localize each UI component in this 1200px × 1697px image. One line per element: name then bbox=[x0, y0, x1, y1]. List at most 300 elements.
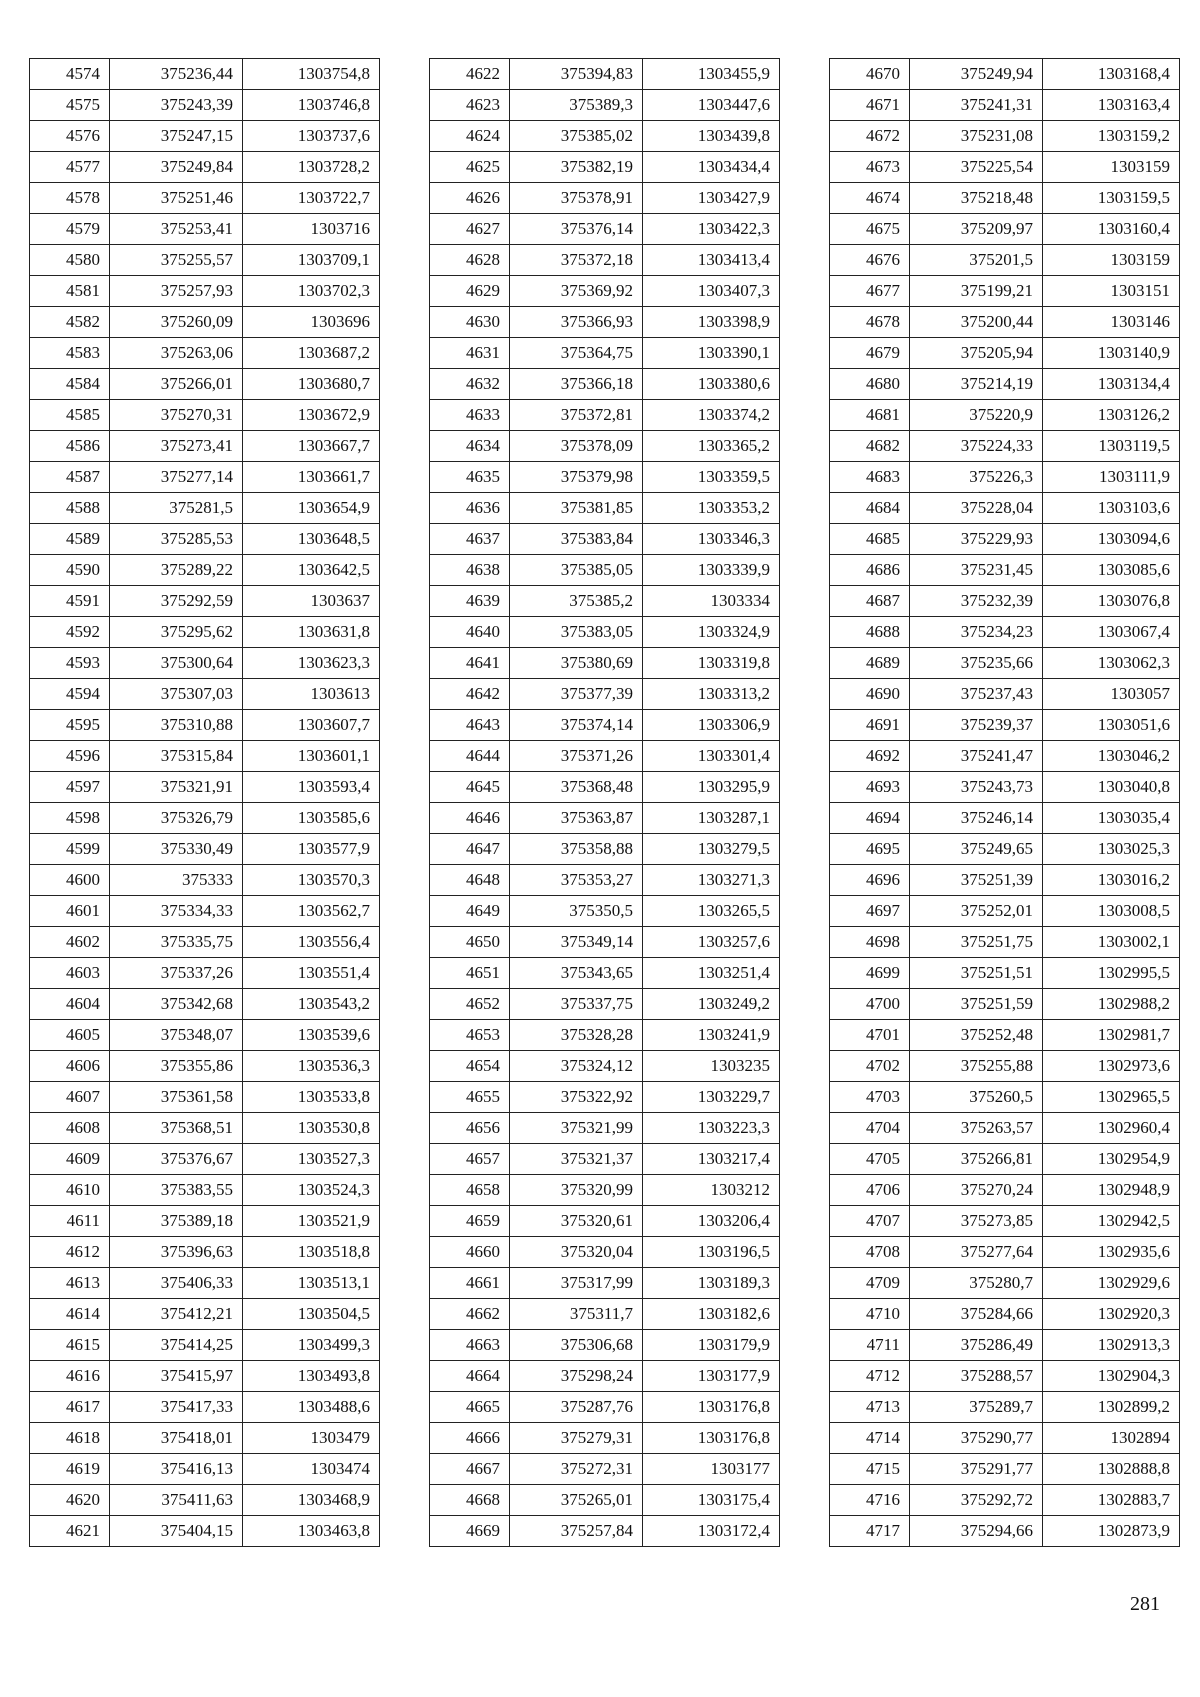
x-coordinate-cell: 375251,39 bbox=[910, 865, 1043, 896]
table-row bbox=[30, 1020, 380, 1051]
table-row bbox=[830, 834, 1180, 865]
point-number-cell: 4577 bbox=[30, 152, 110, 183]
y-coordinate-cell: 1303172,4 bbox=[643, 1516, 780, 1547]
table-row bbox=[30, 524, 380, 555]
point-number-cell: 4707 bbox=[830, 1206, 910, 1237]
table-row bbox=[430, 896, 780, 927]
coordinate-table-2 bbox=[429, 58, 780, 1547]
table-row bbox=[30, 1454, 380, 1485]
table-row bbox=[830, 648, 1180, 679]
table-row bbox=[830, 90, 1180, 121]
y-coordinate-cell: 1303702,3 bbox=[243, 276, 380, 307]
y-coordinate-cell: 1303518,8 bbox=[243, 1237, 380, 1268]
x-coordinate-cell: 375243,39 bbox=[110, 90, 243, 121]
y-coordinate-cell: 1303265,5 bbox=[643, 896, 780, 927]
point-number-cell: 4599 bbox=[30, 834, 110, 865]
x-coordinate-cell: 375383,05 bbox=[510, 617, 643, 648]
point-number-cell: 4713 bbox=[830, 1392, 910, 1423]
y-coordinate-cell: 1303196,5 bbox=[643, 1237, 780, 1268]
x-coordinate-cell: 375378,91 bbox=[510, 183, 643, 214]
table-row bbox=[430, 493, 780, 524]
point-number-cell: 4680 bbox=[830, 369, 910, 400]
point-number-cell: 4606 bbox=[30, 1051, 110, 1082]
point-number-cell: 4715 bbox=[830, 1454, 910, 1485]
table-row bbox=[830, 400, 1180, 431]
x-coordinate-cell: 375246,14 bbox=[910, 803, 1043, 834]
point-number-cell: 4688 bbox=[830, 617, 910, 648]
y-coordinate-cell: 1302883,7 bbox=[1043, 1485, 1180, 1516]
y-coordinate-cell: 1303593,4 bbox=[243, 772, 380, 803]
x-coordinate-cell: 375280,7 bbox=[910, 1268, 1043, 1299]
x-coordinate-cell: 375412,21 bbox=[110, 1299, 243, 1330]
point-number-cell: 4583 bbox=[30, 338, 110, 369]
x-coordinate-cell: 375228,04 bbox=[910, 493, 1043, 524]
point-number-cell: 4634 bbox=[430, 431, 510, 462]
y-coordinate-cell: 1303176,8 bbox=[643, 1423, 780, 1454]
y-coordinate-cell: 1303536,3 bbox=[243, 1051, 380, 1082]
table-row bbox=[830, 1020, 1180, 1051]
point-number-cell: 4584 bbox=[30, 369, 110, 400]
x-coordinate-cell: 375294,66 bbox=[910, 1516, 1043, 1547]
x-coordinate-cell: 375252,01 bbox=[910, 896, 1043, 927]
x-coordinate-cell: 375364,75 bbox=[510, 338, 643, 369]
x-coordinate-cell: 375231,45 bbox=[910, 555, 1043, 586]
y-coordinate-cell: 1303754,8 bbox=[243, 59, 380, 90]
y-coordinate-cell: 1303062,3 bbox=[1043, 648, 1180, 679]
y-coordinate-cell: 1303543,2 bbox=[243, 989, 380, 1020]
point-number-cell: 4691 bbox=[830, 710, 910, 741]
x-coordinate-cell: 375366,18 bbox=[510, 369, 643, 400]
table-row bbox=[430, 338, 780, 369]
x-coordinate-cell: 375247,15 bbox=[110, 121, 243, 152]
point-number-cell: 4638 bbox=[430, 555, 510, 586]
point-number-cell: 4616 bbox=[30, 1361, 110, 1392]
y-coordinate-cell: 1303607,7 bbox=[243, 710, 380, 741]
table-row bbox=[830, 462, 1180, 493]
point-number-cell: 4661 bbox=[430, 1268, 510, 1299]
point-number-cell: 4678 bbox=[830, 307, 910, 338]
x-coordinate-cell: 375209,97 bbox=[910, 214, 1043, 245]
point-number-cell: 4686 bbox=[830, 555, 910, 586]
y-coordinate-cell: 1303313,2 bbox=[643, 679, 780, 710]
x-coordinate-cell: 375335,75 bbox=[110, 927, 243, 958]
x-coordinate-cell: 375416,13 bbox=[110, 1454, 243, 1485]
table-row bbox=[830, 276, 1180, 307]
table-row bbox=[830, 927, 1180, 958]
x-coordinate-cell: 375232,39 bbox=[910, 586, 1043, 617]
point-number-cell: 4681 bbox=[830, 400, 910, 431]
point-number-cell: 4594 bbox=[30, 679, 110, 710]
x-coordinate-cell: 375306,68 bbox=[510, 1330, 643, 1361]
point-number-cell: 4645 bbox=[430, 772, 510, 803]
x-coordinate-cell: 375320,99 bbox=[510, 1175, 643, 1206]
y-coordinate-cell: 1303637 bbox=[243, 586, 380, 617]
y-coordinate-cell: 1303295,9 bbox=[643, 772, 780, 803]
y-coordinate-cell: 1303057 bbox=[1043, 679, 1180, 710]
table-row bbox=[30, 152, 380, 183]
x-coordinate-cell: 375273,41 bbox=[110, 431, 243, 462]
point-number-cell: 4624 bbox=[430, 121, 510, 152]
x-coordinate-cell: 375260,5 bbox=[910, 1082, 1043, 1113]
point-number-cell: 4644 bbox=[430, 741, 510, 772]
point-number-cell: 4670 bbox=[830, 59, 910, 90]
y-coordinate-cell: 1303025,3 bbox=[1043, 834, 1180, 865]
y-coordinate-cell: 1303413,4 bbox=[643, 245, 780, 276]
x-coordinate-cell: 375270,24 bbox=[910, 1175, 1043, 1206]
y-coordinate-cell: 1303353,2 bbox=[643, 493, 780, 524]
table-row bbox=[30, 245, 380, 276]
table-row bbox=[830, 1113, 1180, 1144]
point-number-cell: 4711 bbox=[830, 1330, 910, 1361]
point-number-cell: 4603 bbox=[30, 958, 110, 989]
x-coordinate-cell: 375263,57 bbox=[910, 1113, 1043, 1144]
point-number-cell: 4673 bbox=[830, 152, 910, 183]
point-number-cell: 4597 bbox=[30, 772, 110, 803]
table-row bbox=[830, 245, 1180, 276]
table-row bbox=[30, 555, 380, 586]
point-number-cell: 4619 bbox=[30, 1454, 110, 1485]
point-number-cell: 4621 bbox=[30, 1516, 110, 1547]
y-coordinate-cell: 1303661,7 bbox=[243, 462, 380, 493]
table-row bbox=[430, 1485, 780, 1516]
y-coordinate-cell: 1303390,1 bbox=[643, 338, 780, 369]
table-row bbox=[30, 369, 380, 400]
y-coordinate-cell: 1302942,5 bbox=[1043, 1206, 1180, 1237]
point-number-cell: 4667 bbox=[430, 1454, 510, 1485]
point-number-cell: 4623 bbox=[430, 90, 510, 121]
table-row bbox=[430, 1144, 780, 1175]
x-coordinate-cell: 375385,02 bbox=[510, 121, 643, 152]
y-coordinate-cell: 1302988,2 bbox=[1043, 989, 1180, 1020]
y-coordinate-cell: 1303257,6 bbox=[643, 927, 780, 958]
table-row bbox=[830, 865, 1180, 896]
x-coordinate-cell: 375277,14 bbox=[110, 462, 243, 493]
table-row bbox=[430, 834, 780, 865]
point-number-cell: 4581 bbox=[30, 276, 110, 307]
table-row bbox=[430, 1237, 780, 1268]
table-row bbox=[430, 1082, 780, 1113]
y-coordinate-cell: 1303146 bbox=[1043, 307, 1180, 338]
y-coordinate-cell: 1303346,3 bbox=[643, 524, 780, 555]
y-coordinate-cell: 1303422,3 bbox=[643, 214, 780, 245]
point-number-cell: 4574 bbox=[30, 59, 110, 90]
point-number-cell: 4578 bbox=[30, 183, 110, 214]
point-number-cell: 4677 bbox=[830, 276, 910, 307]
point-number-cell: 4684 bbox=[830, 493, 910, 524]
table-row bbox=[830, 1206, 1180, 1237]
x-coordinate-cell: 375348,07 bbox=[110, 1020, 243, 1051]
y-coordinate-cell: 1303737,6 bbox=[243, 121, 380, 152]
x-coordinate-cell: 375372,81 bbox=[510, 400, 643, 431]
y-coordinate-cell: 1303160,4 bbox=[1043, 214, 1180, 245]
y-coordinate-cell: 1303551,4 bbox=[243, 958, 380, 989]
point-number-cell: 4596 bbox=[30, 741, 110, 772]
x-coordinate-cell: 375406,33 bbox=[110, 1268, 243, 1299]
table-row bbox=[830, 152, 1180, 183]
x-coordinate-cell: 375241,47 bbox=[910, 741, 1043, 772]
point-number-cell: 4589 bbox=[30, 524, 110, 555]
x-coordinate-cell: 375252,48 bbox=[910, 1020, 1043, 1051]
point-number-cell: 4605 bbox=[30, 1020, 110, 1051]
point-number-cell: 4685 bbox=[830, 524, 910, 555]
x-coordinate-cell: 375317,99 bbox=[510, 1268, 643, 1299]
x-coordinate-cell: 375260,09 bbox=[110, 307, 243, 338]
y-coordinate-cell: 1303380,6 bbox=[643, 369, 780, 400]
table-row bbox=[30, 1361, 380, 1392]
table-row bbox=[30, 1268, 380, 1299]
x-coordinate-cell: 375277,64 bbox=[910, 1237, 1043, 1268]
point-number-cell: 4695 bbox=[830, 834, 910, 865]
x-coordinate-cell: 375315,84 bbox=[110, 741, 243, 772]
x-coordinate-cell: 375383,55 bbox=[110, 1175, 243, 1206]
point-number-cell: 4657 bbox=[430, 1144, 510, 1175]
x-coordinate-cell: 375343,65 bbox=[510, 958, 643, 989]
x-coordinate-cell: 375266,81 bbox=[910, 1144, 1043, 1175]
y-coordinate-cell: 1303217,4 bbox=[643, 1144, 780, 1175]
x-coordinate-cell: 375389,18 bbox=[110, 1206, 243, 1237]
x-coordinate-cell: 375251,51 bbox=[910, 958, 1043, 989]
x-coordinate-cell: 375285,53 bbox=[110, 524, 243, 555]
x-coordinate-cell: 375298,24 bbox=[510, 1361, 643, 1392]
y-coordinate-cell: 1303601,1 bbox=[243, 741, 380, 772]
y-coordinate-cell: 1303229,7 bbox=[643, 1082, 780, 1113]
table-row bbox=[30, 400, 380, 431]
table-row bbox=[30, 1423, 380, 1454]
point-number-cell: 4579 bbox=[30, 214, 110, 245]
x-coordinate-cell: 375330,49 bbox=[110, 834, 243, 865]
point-number-cell: 4646 bbox=[430, 803, 510, 834]
point-number-cell: 4679 bbox=[830, 338, 910, 369]
point-number-cell: 4607 bbox=[30, 1082, 110, 1113]
table-row bbox=[30, 493, 380, 524]
y-coordinate-cell: 1303530,8 bbox=[243, 1113, 380, 1144]
x-coordinate-cell: 375255,57 bbox=[110, 245, 243, 276]
y-coordinate-cell: 1302960,4 bbox=[1043, 1113, 1180, 1144]
x-coordinate-cell: 375361,58 bbox=[110, 1082, 243, 1113]
y-coordinate-cell: 1302913,3 bbox=[1043, 1330, 1180, 1361]
y-coordinate-cell: 1302954,9 bbox=[1043, 1144, 1180, 1175]
point-number-cell: 4588 bbox=[30, 493, 110, 524]
table-row bbox=[830, 1144, 1180, 1175]
y-coordinate-cell: 1302973,6 bbox=[1043, 1051, 1180, 1082]
table-row bbox=[430, 741, 780, 772]
y-coordinate-cell: 1303521,9 bbox=[243, 1206, 380, 1237]
y-coordinate-cell: 1303271,3 bbox=[643, 865, 780, 896]
x-coordinate-cell: 375311,7 bbox=[510, 1299, 643, 1330]
point-number-cell: 4698 bbox=[830, 927, 910, 958]
x-coordinate-cell: 375382,19 bbox=[510, 152, 643, 183]
point-number-cell: 4654 bbox=[430, 1051, 510, 1082]
table-row bbox=[430, 1392, 780, 1423]
x-coordinate-cell: 375334,33 bbox=[110, 896, 243, 927]
y-coordinate-cell: 1303648,5 bbox=[243, 524, 380, 555]
y-coordinate-cell: 1303504,5 bbox=[243, 1299, 380, 1330]
point-number-cell: 4610 bbox=[30, 1175, 110, 1206]
table-row bbox=[830, 121, 1180, 152]
table-row bbox=[830, 1299, 1180, 1330]
point-number-cell: 4618 bbox=[30, 1423, 110, 1454]
table-row bbox=[30, 276, 380, 307]
x-coordinate-cell: 375270,31 bbox=[110, 400, 243, 431]
point-number-cell: 4712 bbox=[830, 1361, 910, 1392]
point-number-cell: 4663 bbox=[430, 1330, 510, 1361]
x-coordinate-cell: 375417,33 bbox=[110, 1392, 243, 1423]
x-coordinate-cell: 375310,88 bbox=[110, 710, 243, 741]
table-row bbox=[430, 555, 780, 586]
x-coordinate-cell: 375385,2 bbox=[510, 586, 643, 617]
table-row bbox=[30, 989, 380, 1020]
point-number-cell: 4612 bbox=[30, 1237, 110, 1268]
point-number-cell: 4615 bbox=[30, 1330, 110, 1361]
y-coordinate-cell: 1303696 bbox=[243, 307, 380, 338]
point-number-cell: 4640 bbox=[430, 617, 510, 648]
y-coordinate-cell: 1303076,8 bbox=[1043, 586, 1180, 617]
y-coordinate-cell: 1303067,4 bbox=[1043, 617, 1180, 648]
y-coordinate-cell: 1303334 bbox=[643, 586, 780, 617]
y-coordinate-cell: 1303159 bbox=[1043, 245, 1180, 276]
table-row bbox=[430, 276, 780, 307]
table-row bbox=[830, 1330, 1180, 1361]
table-row bbox=[430, 462, 780, 493]
point-number-cell: 4658 bbox=[430, 1175, 510, 1206]
point-number-cell: 4608 bbox=[30, 1113, 110, 1144]
point-number-cell: 4669 bbox=[430, 1516, 510, 1547]
table-row bbox=[30, 617, 380, 648]
table-row bbox=[30, 1082, 380, 1113]
x-coordinate-cell: 375418,01 bbox=[110, 1423, 243, 1454]
table-row bbox=[30, 307, 380, 338]
table-row bbox=[430, 1175, 780, 1206]
point-number-cell: 4585 bbox=[30, 400, 110, 431]
y-coordinate-cell: 1303746,8 bbox=[243, 90, 380, 121]
point-number-cell: 4675 bbox=[830, 214, 910, 245]
x-coordinate-cell: 375363,87 bbox=[510, 803, 643, 834]
point-number-cell: 4705 bbox=[830, 1144, 910, 1175]
y-coordinate-cell: 1303339,9 bbox=[643, 555, 780, 586]
table-row bbox=[30, 1175, 380, 1206]
coordinate-table-1 bbox=[29, 58, 380, 1547]
table-row bbox=[30, 865, 380, 896]
table-row bbox=[830, 493, 1180, 524]
x-coordinate-cell: 375300,64 bbox=[110, 648, 243, 679]
y-coordinate-cell: 1303667,7 bbox=[243, 431, 380, 462]
y-coordinate-cell: 1303151 bbox=[1043, 276, 1180, 307]
table-row bbox=[430, 1361, 780, 1392]
point-number-cell: 4575 bbox=[30, 90, 110, 121]
table-row bbox=[430, 90, 780, 121]
table-row bbox=[430, 245, 780, 276]
x-coordinate-cell: 375337,26 bbox=[110, 958, 243, 989]
table-row bbox=[430, 1299, 780, 1330]
table-row bbox=[830, 1237, 1180, 1268]
y-coordinate-cell: 1303111,9 bbox=[1043, 462, 1180, 493]
table-row bbox=[30, 741, 380, 772]
y-coordinate-cell: 1302888,8 bbox=[1043, 1454, 1180, 1485]
x-coordinate-cell: 375292,72 bbox=[910, 1485, 1043, 1516]
point-number-cell: 4641 bbox=[430, 648, 510, 679]
x-coordinate-cell: 375292,59 bbox=[110, 586, 243, 617]
point-number-cell: 4701 bbox=[830, 1020, 910, 1051]
x-coordinate-cell: 375411,63 bbox=[110, 1485, 243, 1516]
point-number-cell: 4653 bbox=[430, 1020, 510, 1051]
y-coordinate-cell: 1303249,2 bbox=[643, 989, 780, 1020]
y-coordinate-cell: 1302873,9 bbox=[1043, 1516, 1180, 1547]
point-number-cell: 4702 bbox=[830, 1051, 910, 1082]
table-row bbox=[830, 1454, 1180, 1485]
x-coordinate-cell: 375214,19 bbox=[910, 369, 1043, 400]
point-number-cell: 4652 bbox=[430, 989, 510, 1020]
x-coordinate-cell: 375320,61 bbox=[510, 1206, 643, 1237]
y-coordinate-cell: 1303493,8 bbox=[243, 1361, 380, 1392]
y-coordinate-cell: 1303434,4 bbox=[643, 152, 780, 183]
table-row bbox=[430, 1454, 780, 1485]
x-coordinate-cell: 375251,59 bbox=[910, 989, 1043, 1020]
point-number-cell: 4576 bbox=[30, 121, 110, 152]
point-number-cell: 4668 bbox=[430, 1485, 510, 1516]
point-number-cell: 4637 bbox=[430, 524, 510, 555]
y-coordinate-cell: 1302894 bbox=[1043, 1423, 1180, 1454]
table-row bbox=[30, 1237, 380, 1268]
y-coordinate-cell: 1303287,1 bbox=[643, 803, 780, 834]
table-row bbox=[30, 710, 380, 741]
point-number-cell: 4703 bbox=[830, 1082, 910, 1113]
table-row bbox=[30, 1299, 380, 1330]
y-coordinate-cell: 1303179,9 bbox=[643, 1330, 780, 1361]
y-coordinate-cell: 1303562,7 bbox=[243, 896, 380, 927]
table-row bbox=[30, 1516, 380, 1547]
table-row bbox=[430, 1423, 780, 1454]
x-coordinate-cell: 375371,26 bbox=[510, 741, 643, 772]
y-coordinate-cell: 1303168,4 bbox=[1043, 59, 1180, 90]
x-coordinate-cell: 375200,44 bbox=[910, 307, 1043, 338]
y-coordinate-cell: 1303206,4 bbox=[643, 1206, 780, 1237]
y-coordinate-cell: 1303556,4 bbox=[243, 927, 380, 958]
y-coordinate-cell: 1303279,5 bbox=[643, 834, 780, 865]
y-coordinate-cell: 1303687,2 bbox=[243, 338, 380, 369]
x-coordinate-cell: 375394,83 bbox=[510, 59, 643, 90]
x-coordinate-cell: 375404,15 bbox=[110, 1516, 243, 1547]
y-coordinate-cell: 1303126,2 bbox=[1043, 400, 1180, 431]
table-row bbox=[430, 1113, 780, 1144]
x-coordinate-cell: 375201,5 bbox=[910, 245, 1043, 276]
y-coordinate-cell: 1303008,5 bbox=[1043, 896, 1180, 927]
table-row bbox=[30, 803, 380, 834]
x-coordinate-cell: 375342,68 bbox=[110, 989, 243, 1020]
y-coordinate-cell: 1302899,2 bbox=[1043, 1392, 1180, 1423]
point-number-cell: 4717 bbox=[830, 1516, 910, 1547]
x-coordinate-cell: 375226,3 bbox=[910, 462, 1043, 493]
point-number-cell: 4699 bbox=[830, 958, 910, 989]
point-number-cell: 4659 bbox=[430, 1206, 510, 1237]
x-coordinate-cell: 375249,84 bbox=[110, 152, 243, 183]
y-coordinate-cell: 1302920,3 bbox=[1043, 1299, 1180, 1330]
x-coordinate-cell: 375286,49 bbox=[910, 1330, 1043, 1361]
y-coordinate-cell: 1303046,2 bbox=[1043, 741, 1180, 772]
table-row bbox=[830, 586, 1180, 617]
x-coordinate-cell: 375236,44 bbox=[110, 59, 243, 90]
point-number-cell: 4633 bbox=[430, 400, 510, 431]
point-number-cell: 4626 bbox=[430, 183, 510, 214]
point-number-cell: 4620 bbox=[30, 1485, 110, 1516]
point-number-cell: 4693 bbox=[830, 772, 910, 803]
x-coordinate-cell: 375289,7 bbox=[910, 1392, 1043, 1423]
y-coordinate-cell: 1303119,5 bbox=[1043, 431, 1180, 462]
y-coordinate-cell: 1303499,3 bbox=[243, 1330, 380, 1361]
x-coordinate-cell: 375377,39 bbox=[510, 679, 643, 710]
x-coordinate-cell: 375199,21 bbox=[910, 276, 1043, 307]
table-row bbox=[430, 710, 780, 741]
x-coordinate-cell: 375237,43 bbox=[910, 679, 1043, 710]
